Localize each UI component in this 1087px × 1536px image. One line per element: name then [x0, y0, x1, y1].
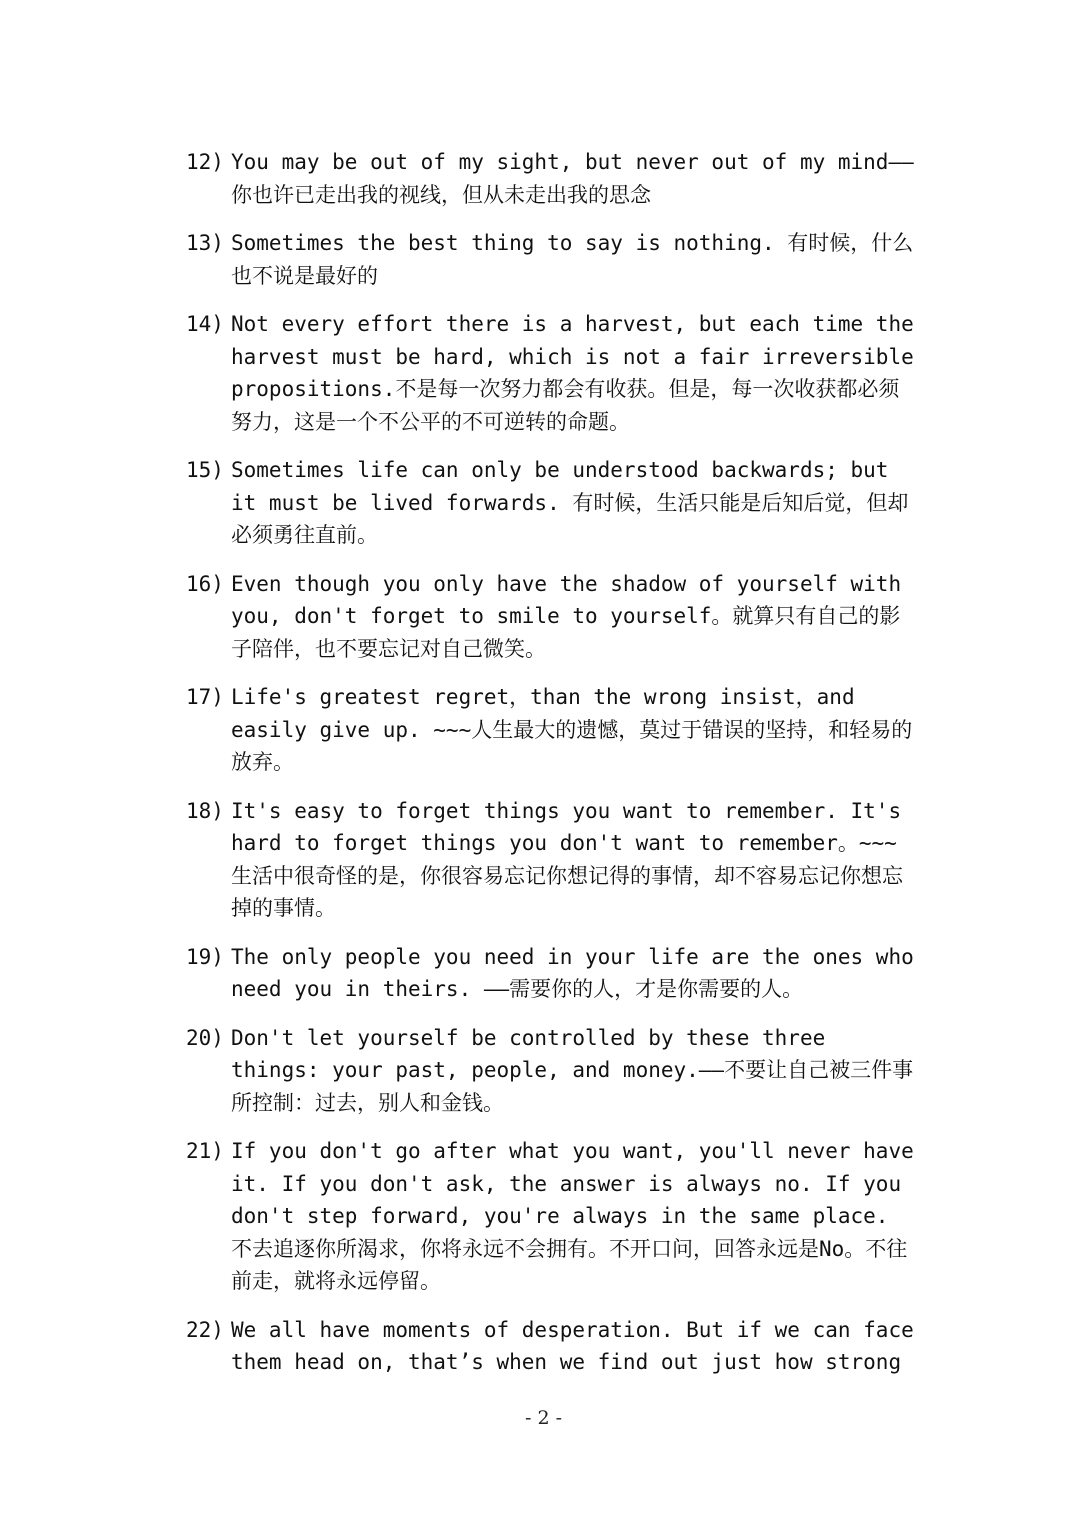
item-number: 21) — [186, 1139, 224, 1163]
list-item — [186, 308, 916, 438]
item-text: Sometimes the best thing to say is nothing. 有时候，什么也不说是最好的 — [231, 231, 914, 288]
item-number: 22) — [186, 1317, 224, 1342]
list-item — [186, 1314, 916, 1379]
list-item — [186, 146, 916, 211]
list-item — [186, 681, 916, 779]
item-text: It's easy to forget things you want to remember. It's hard to forget things you don't want to remember。~~~生活中很奇怪的是，你很容易忘记你想记得的事情，却不容易忘记你想忘掉的事情。 — [231, 798, 903, 920]
item-text: If you don't go after what you want, you'll never have it. If you don't ask, the answer is always no. If you don't step forward, you're always in the same place. 不去追逐你所渴求，你将永远不会拥有。不开口问，回答永远是No。不往前走，就将永远停留。 — [231, 1139, 914, 1293]
list-item — [186, 227, 916, 292]
item-number: 12) — [186, 150, 224, 174]
list-item — [186, 941, 916, 1006]
page-number: - 2 - — [524, 1407, 562, 1429]
item-number: 15) — [186, 458, 224, 482]
item-text: You may be out of my sight, but never out of my mind——你也许已走出我的视线，但从未走出我的思念 — [231, 150, 914, 207]
item-text: Even though you only have the shadow of yourself with you, don't forget to smile to yourself。就算只有自己的影子陪伴，也不要忘记对自己微笑。 — [231, 571, 902, 661]
list-item — [186, 454, 916, 552]
item-text: The only people you need in your life are the ones who need you in theirs. ——需要你的人，才是你需要的人。 — [231, 944, 914, 1001]
item-number: 14) — [186, 312, 224, 336]
quote-list — [186, 146, 916, 1395]
item-number: 17) — [186, 685, 224, 709]
item-text: Life's greatest regret，than the wrong insist，and easily give up. ~~~人生最大的遗憾，莫过于错误的坚持，和轻易的放弃。 — [231, 685, 913, 774]
item-number: 18) — [186, 798, 224, 823]
item-number: 13) — [186, 231, 224, 255]
item-number: 16) — [186, 571, 224, 596]
list-item — [186, 1135, 916, 1298]
list-item — [186, 568, 916, 666]
item-text: Sometimes life can only be understood backwards; but it must be lived forwards. 有时候，生活只能是后知后觉，但却必须勇往直前。 — [231, 458, 909, 547]
item-text: Not every effort there is a harvest, but each time the harvest must be hard, which is not a fair irreversible propositions.不是每一次努力都会有收获。但是，每一次收获都必须努力，这是一个不公平的不可逆转的命题。 — [231, 312, 914, 434]
list-item — [186, 795, 916, 925]
item-number: 20) — [186, 1025, 224, 1050]
list-item — [186, 1022, 916, 1120]
item-text: We all have moments of desperation. But if we can face them head on, that’s when we find out just how strong — [231, 1317, 914, 1374]
item-text: Don't let yourself be controlled by these three things: your past, people, and money.——不要让自己被三件事所控制：过去，别人和金钱。 — [231, 1025, 914, 1115]
item-number: 19) — [186, 944, 224, 969]
